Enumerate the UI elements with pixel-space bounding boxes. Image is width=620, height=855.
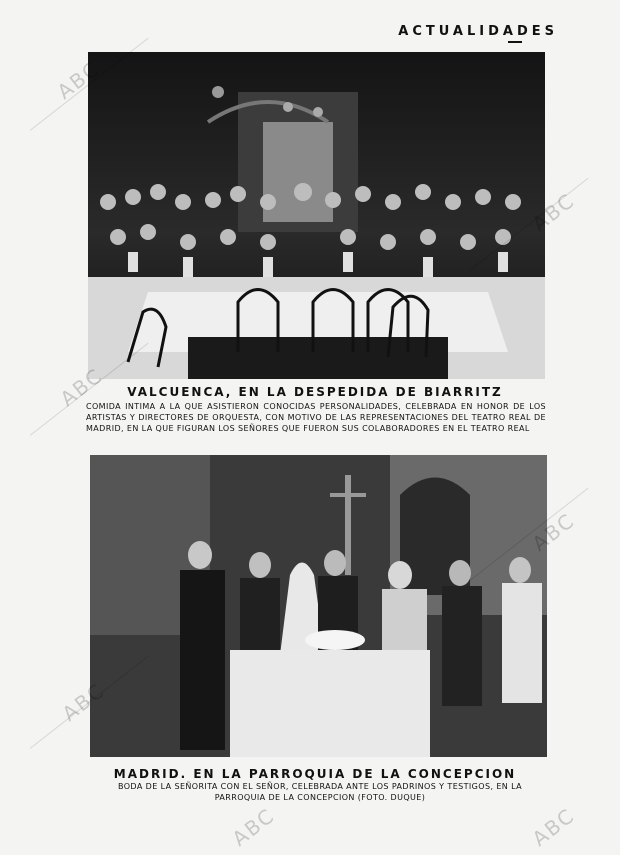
article-1-heading: VALCUENCA, EN LA DESPEDIDA DE BIARRITZ (127, 385, 503, 399)
watermark-abc: ABC (227, 803, 280, 851)
article-2-heading: MADRID. EN LA PARROQUIA DE LA CONCEPCION (113, 767, 517, 781)
section-title: ACTUALIDADES (398, 24, 558, 39)
watermark-abc: ABC (57, 678, 110, 726)
banquet-photo (88, 52, 545, 379)
watermark-abc: ABC (52, 56, 105, 104)
watermark-abc: ABC (55, 363, 108, 411)
title-rule (508, 41, 522, 43)
watermark-abc: ABC (527, 508, 580, 556)
watermark-abc: ABC (527, 803, 580, 851)
watermark-abc: ABC (527, 188, 580, 236)
article-1-caption: COMIDA INTIMA A LA QUE ASISTIERON CONOCIDAS PERSONALIDADES, CELEBRADA EN HONOR DE LOS ARTISTAS Y DIRECTORES DE ORQUESTA, CON MOTIVO DE LAS REPRESENTACIONES DEL TEATRO REAL DE MADRID, EN LA QUE FIGURAN LOS SEÑORES QUE FUERON SUS COLABORADORES EN EL TEATRO REAL (86, 402, 546, 433)
wedding-photo (90, 455, 547, 757)
article-2-caption: BODA DE LA SEÑORITA CON EL SEÑOR, CELEBRADA ANTE LOS PADRINOS Y TESTIGOS, EN LA PARROQUIA DE LA CONCEPCION (FOTO. DUQUE) (117, 782, 523, 802)
